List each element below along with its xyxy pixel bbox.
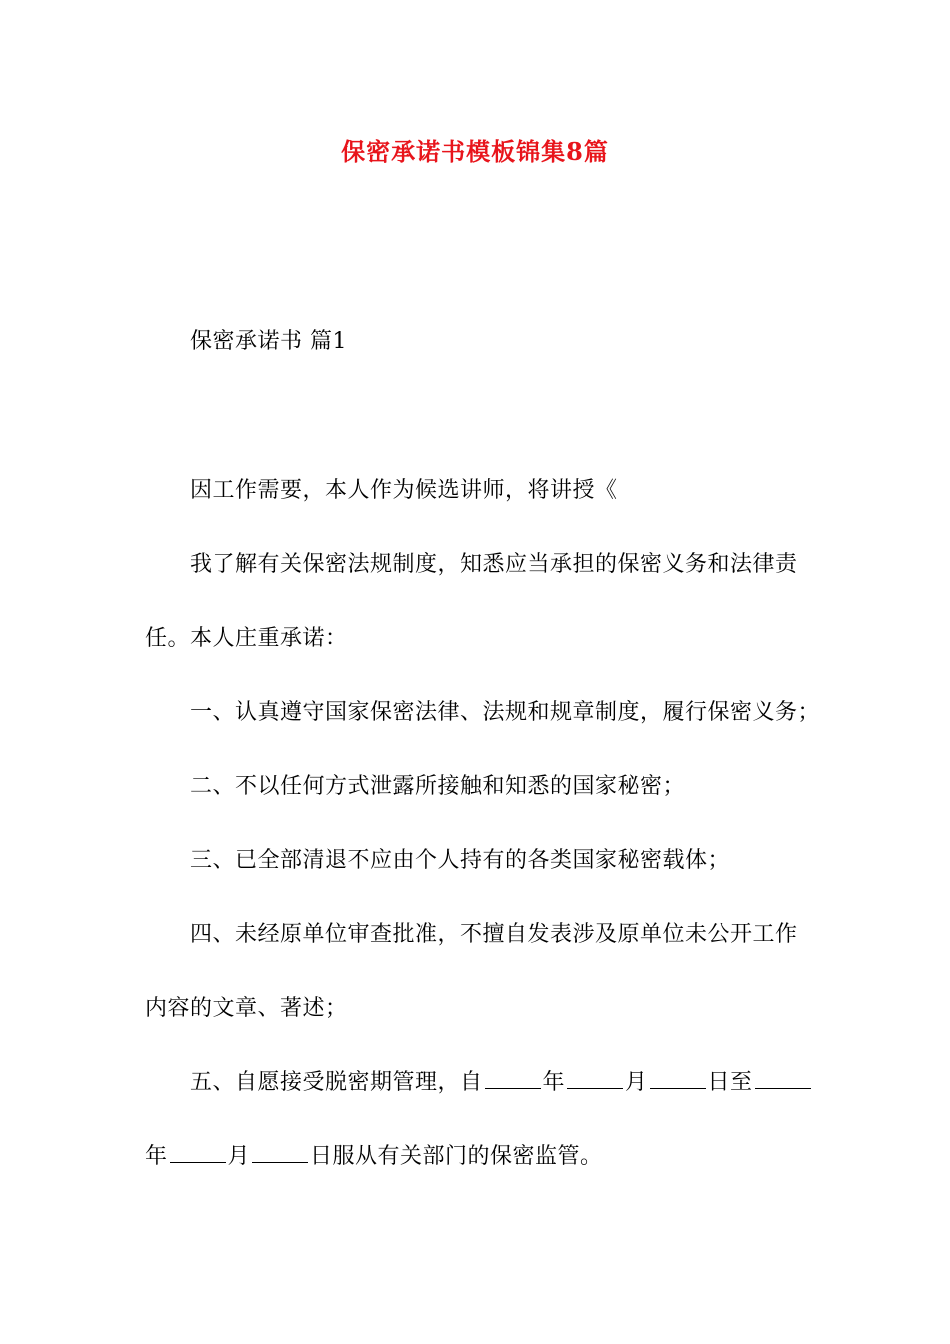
document-title: 保密承诺书模板锦集8篇 xyxy=(341,137,609,166)
blank-field xyxy=(650,1066,706,1089)
paragraph-intro: 因工作需要，本人作为候选讲师，将讲授《 xyxy=(190,478,618,503)
item5-month2-label: 月 xyxy=(227,1144,251,1169)
paragraph-item-5-cont xyxy=(145,1137,603,1177)
paragraph-awareness: 我了解有关保密法规制度，知悉应当承担的保密义务和法律责 xyxy=(190,552,798,577)
paragraph-awareness-cont: 任。本人庄重承诺： xyxy=(145,626,348,651)
item5-month-label: 月 xyxy=(625,1070,648,1095)
paragraph-item-3: 三、已全部清退不应由个人持有的各类国家秘密载体； xyxy=(190,848,731,873)
paragraph-item-4: 四、未经原单位审查批准，不擅自发表涉及原单位未公开工作 xyxy=(190,922,798,947)
blank-field xyxy=(170,1140,226,1163)
paragraph-item-2: 二、不以任何方式泄露所接触和知悉的国家秘密； xyxy=(190,774,686,799)
item5-suffix: 日服从有关部门的保密监管。 xyxy=(310,1144,603,1169)
item5-year-label: 年 xyxy=(542,1070,566,1095)
blank-field xyxy=(485,1066,541,1089)
paragraph-item-4-cont: 内容的文章、著述； xyxy=(145,996,348,1021)
item5-day-to-label: 日至 xyxy=(707,1070,753,1095)
blank-field xyxy=(567,1066,623,1089)
item5-prefix: 五、自愿接受脱密期管理，自 xyxy=(190,1070,483,1095)
blank-field xyxy=(252,1140,308,1163)
paragraph-item-5 xyxy=(190,1063,813,1103)
blank-field xyxy=(755,1066,811,1089)
paragraph-item-1: 一、认真遵守国家保密法律、法规和规章制度，履行保密义务； xyxy=(190,700,821,725)
section-heading: 保密承诺书 篇1 xyxy=(190,329,347,354)
item5-year2-label: 年 xyxy=(145,1144,168,1169)
